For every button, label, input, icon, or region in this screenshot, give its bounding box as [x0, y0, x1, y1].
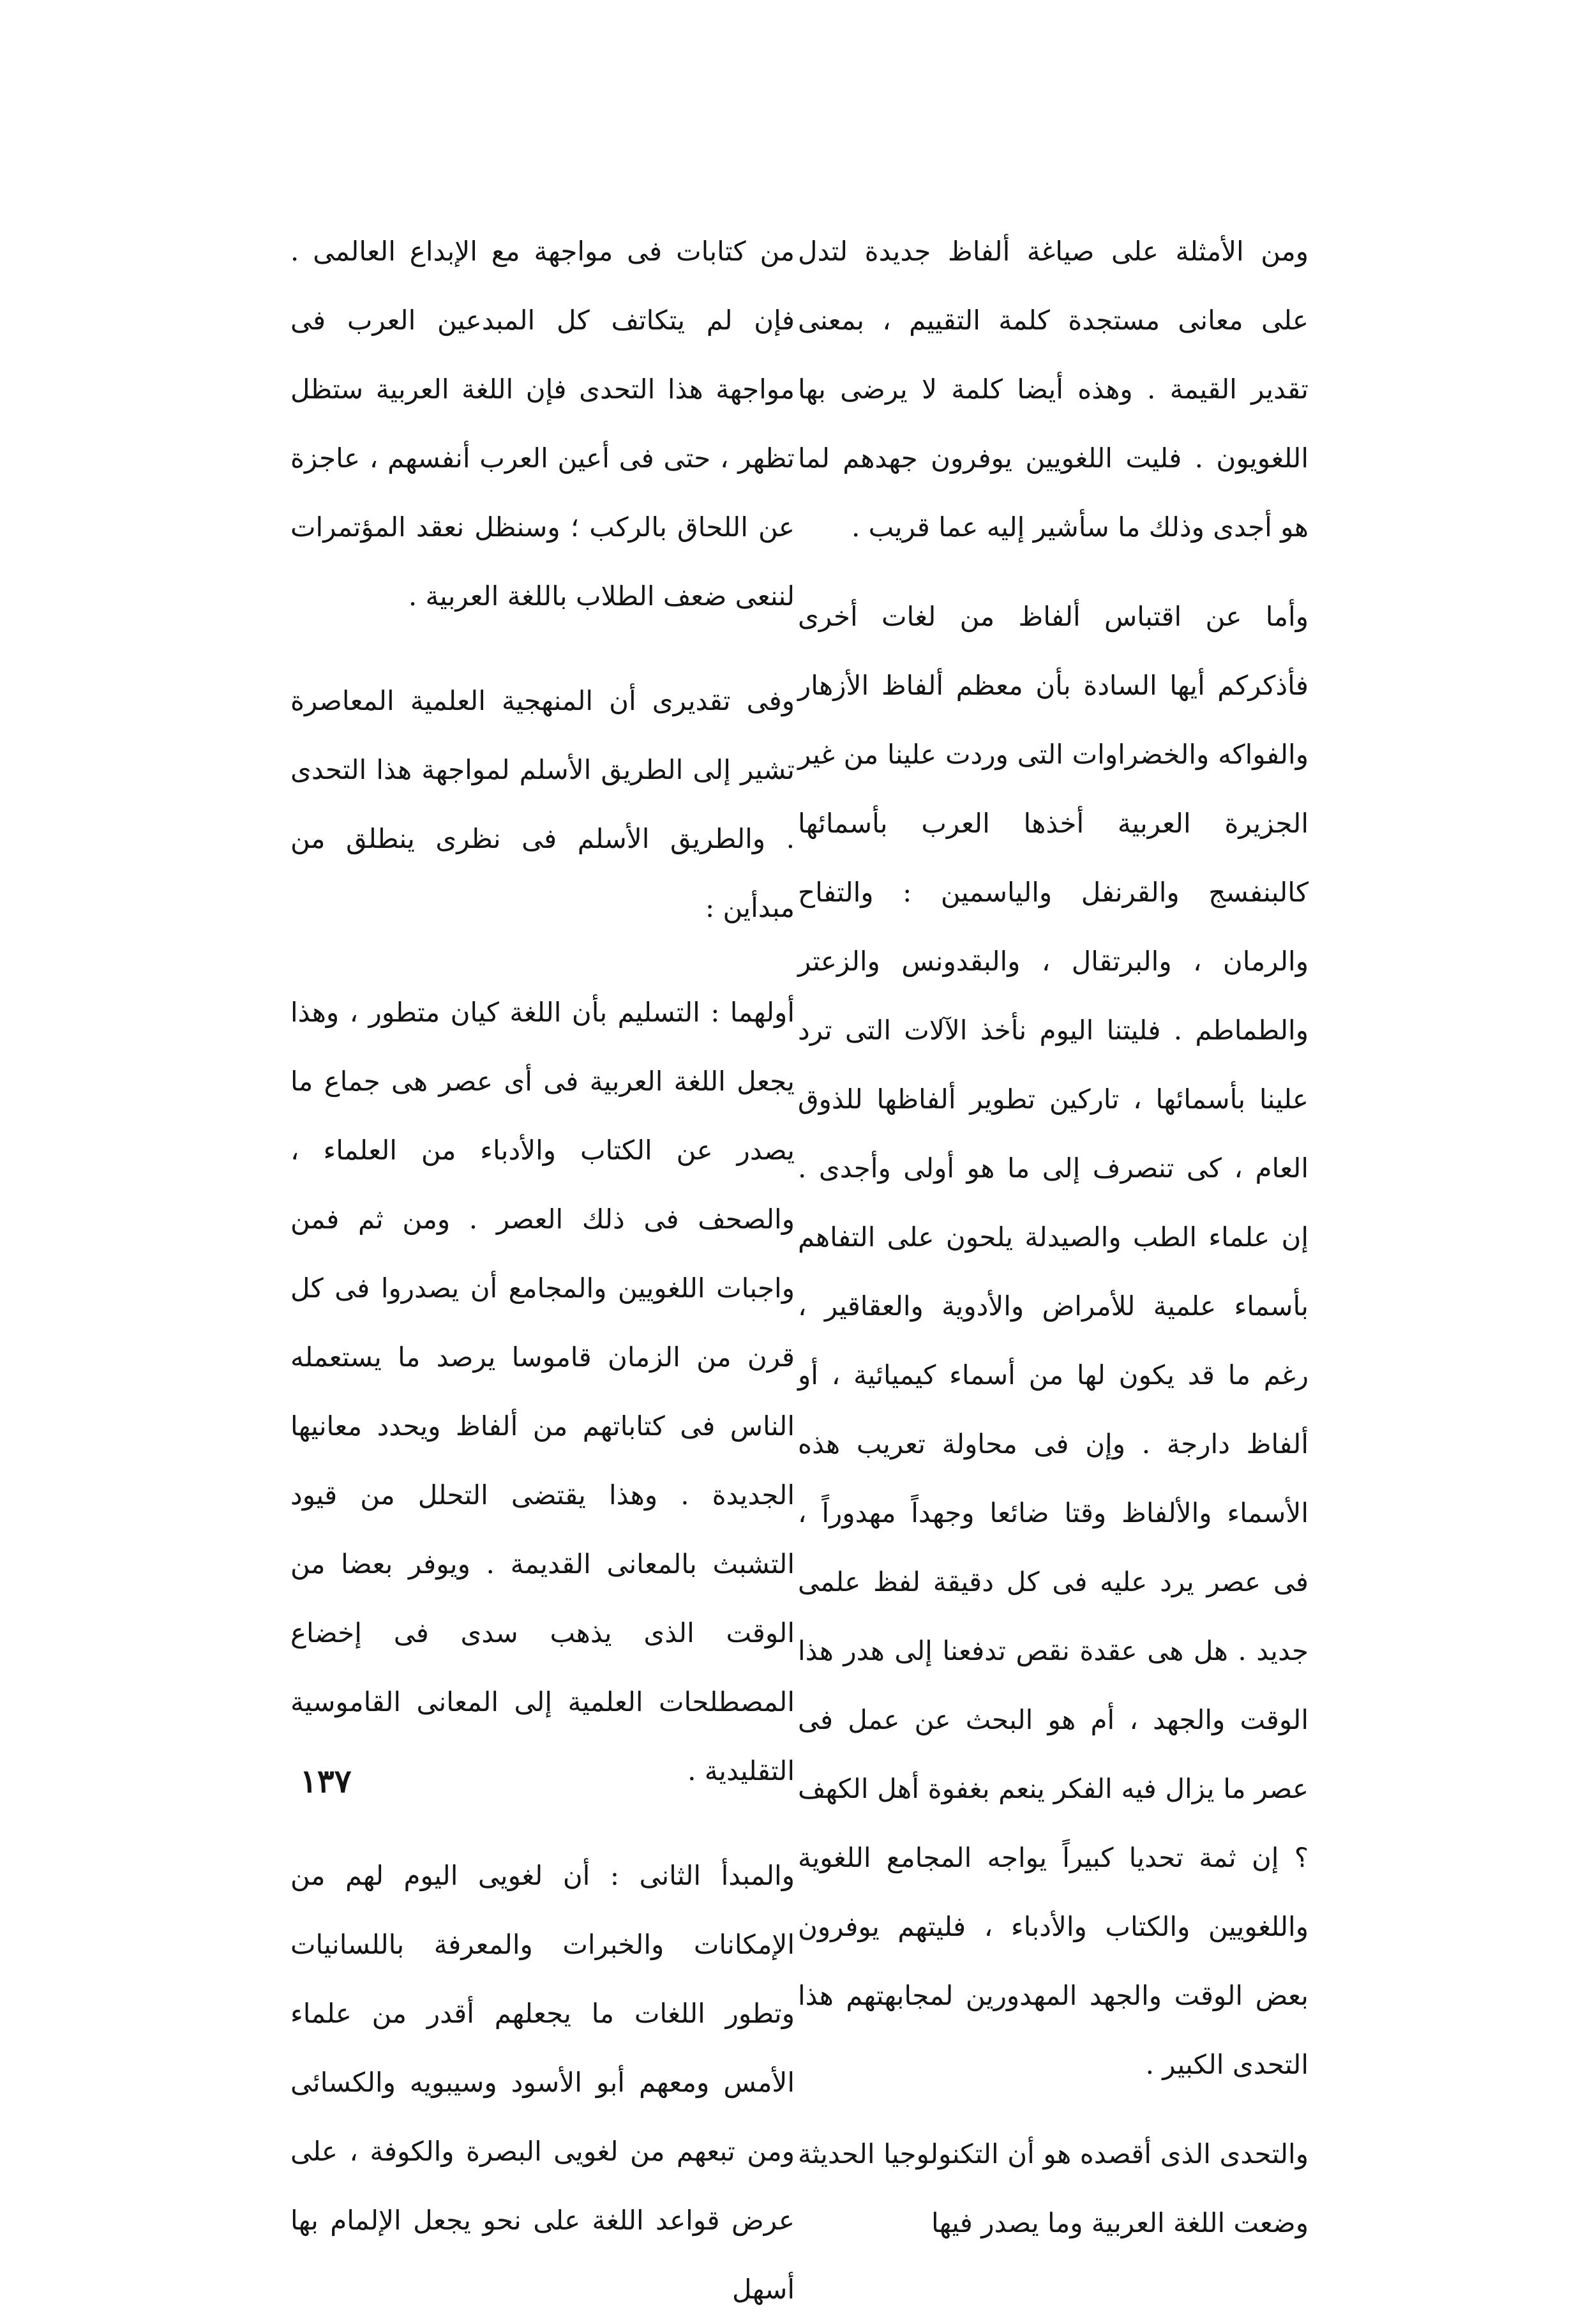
paragraph: من كتابات فى مواجهة مع الإبداع العالمى . فإن لم يتكاتف كل المبدعين العرب فى مواجهة هذا التحدى فإن اللغة العربية ستظل تظهر ، حتى فى أعين العرب أنفسهم ، عاجزة عن اللحاق بالركب ؛ وسنظل نعقد المؤتمرات لننعى ضعف الطلاب باللغة العربية . — [290, 236, 795, 612]
paragraph: وفى تقديرى أن المنهجية العلمية المعاصرة تشير إلى الطريق الأسلم لمواجهة هذا التحدى . والطريق الأسلم فى نظرى ينطلق من مبدأين : — [290, 685, 795, 923]
page-number: ١٣٧ — [300, 1762, 352, 1800]
paragraph: والتحدى الذى أقصده هو أن التكنولوجيا الحديثة وضعت اللغة العربية وما يصدر فيها — [798, 2138, 1309, 2238]
text-column-left — [290, 217, 795, 2305]
text-column-right — [798, 217, 1309, 2238]
paragraph: ومن الأمثلة على صياغة ألفاظ جديدة لتدل على معانى مستجدة كلمة التقييم ، بمعنى تقدير القيمة . وهذه أيضا كلمة لا يرضى بها اللغويون . فليت اللغويين يوفرون جهدهم لما هو أجدى وذلك ما سأشير إليه عما قريب . — [798, 236, 1309, 543]
paragraph: وأما عن اقتباس ألفاظ من لغات أخرى فأذكركم أيها السادة بأن معظم ألفاظ الأزهار والفواكه والخضراوات التى وردت علينا من غير الجزيرة العربية أخذها العرب بأسمائها كالبنفسج والقرنفل والياسمين : والتفاح والرمان ، والبرتقال ، والبقدونس والزعتر والطماطم . فليتنا اليوم نأخذ الآلات التى ترد علينا بأسمائها ، تاركين تطوير ألفاظها للذوق العام ، كى تنصرف إلى ما هو أولى وأجدى . إن علماء الطب والصيدلة يلحون على التفاهم بأسماء علمية للأمراض والأدوية والعقاقير ، رغم ما قد يكون لها من أسماء كيميائية ، أو ألفاظ دارجة . وإن فى محاولة تعريب هذه الأسماء والألفاظ وقتا ضائعا وجهداً مهدوراً ، فى عصر يرد عليه فى كل دقيقة لفظ علمى جديد . هل هى عقدة نقص تدفعنا إلى هدر هذا الوقت والجهد ، أم هو البحث عن عمل فى عصر ما يزال فيه الفكر ينعم بغفوة أهل الكهف ؟ إن ثمة تحديا كبيراً يواجه المجامع اللغوية واللغويين والكتاب والأدباء ، فليتهم يوفرون بعض الوقت والجهد المهدورين لمجابهتهم هذا التحدى الكبير . — [798, 601, 1309, 2080]
paragraph: والمبدأ الثانى : أن لغويى اليوم لهم من الإمكانات والخبرات والمعرفة باللسانيات وتطور اللغات ما يجعلهم أقدر من علماء الأمس ومعهم أبو الأسود وسيبويه والكسائى ومن تبعهم من لغويى البصرة والكوفة ، على عرض قواعد اللغة على نحو يجعل الإلمام بها أسهل — [290, 1860, 795, 2305]
paragraph: أولهما : التسليم بأن اللغة كيان متطور ، وهذا يجعل اللغة العربية فى أى عصر هى جماع ما يصدر عن الكتاب والأدباء من العلماء ، والصحف فى ذلك العصر . ومن ثم فمن واجبات اللغويين والمجامع أن يصدروا فى كل قرن من الزمان قاموسا يرصد ما يستعمله الناس فى كتاباتهم من ألفاظ ويحدد معانيها الجديدة . وهذا يقتضى التحلل من قيود التشبث بالمعانى القديمة . ويوفر بعضا من الوقت الذى يذهب سدى فى إخضاع المصطلحات العلمية إلى المعانى القاموسية التقليدية . — [290, 997, 795, 1786]
